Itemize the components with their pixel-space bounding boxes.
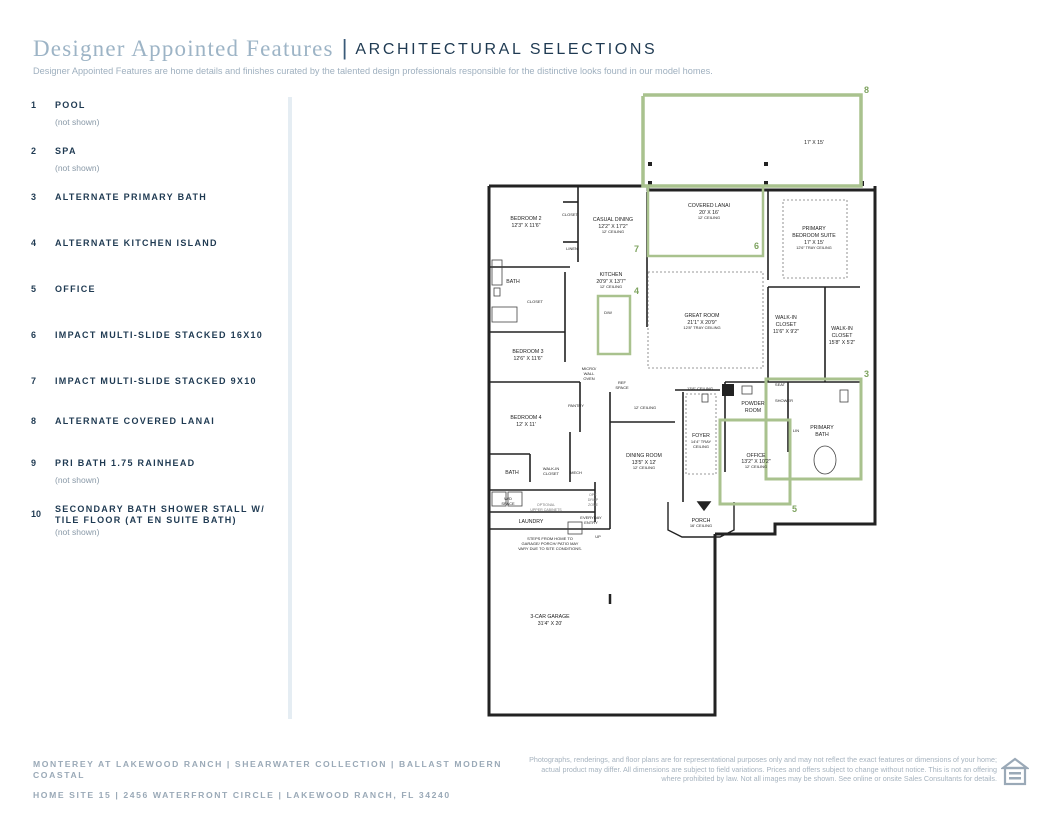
room-ceil-13: 13'8" CEILING — [687, 386, 713, 391]
feature-number: 9 — [31, 458, 37, 468]
feature-label: PRI BATH 1.75 RAINHEAD — [55, 458, 196, 468]
room-opt-upper-b: UPPER CABINETS — [530, 508, 562, 512]
room-powder-b: ROOM — [744, 408, 762, 414]
marker-8: 8 — [864, 85, 870, 95]
room-everyday: EVERYDAY — [580, 515, 602, 520]
steps-note-2: GARAGE/ PORCH/ PATIO MAY — [521, 541, 579, 546]
marker-3: 3 — [864, 369, 870, 379]
room-kitchen: KITCHEN — [599, 272, 623, 278]
feature-number: 7 — [31, 376, 37, 386]
room-powder: POWDER — [741, 401, 765, 407]
marker-6: 6 — [754, 241, 760, 251]
steps-note-3: VARY DUE TO SITE CONDITIONS. — [518, 546, 582, 551]
room-walkin3-b: CLOSET — [542, 471, 560, 476]
footer-community-line: MONTEREY AT LAKEWOOD RANCH | SHEARWATER COLLECTION | BALLAST MODERN COASTAL — [33, 759, 503, 780]
room-opt-drop-b: DROP — [587, 498, 599, 502]
room-primary-suite-2: BEDROOM SUITE — [792, 233, 836, 239]
room-bedroom2: BEDROOM 2 — [510, 216, 542, 222]
feature-note: (not shown) — [55, 117, 100, 127]
room-great-room-dim: 21'1" X 20'9" — [687, 320, 717, 326]
feature-note: (not shown) — [55, 475, 100, 485]
room-walkin2: WALK-IN — [831, 326, 853, 332]
feature-label: POOL — [55, 100, 86, 110]
room-seat: SEAT — [774, 382, 786, 387]
room-dining-ceil: 12' CEILING — [632, 465, 656, 470]
feature-number: 6 — [31, 330, 37, 340]
feature-note: (not shown) — [55, 527, 100, 537]
room-casual-dining-dim: 12'2" X 17'2" — [598, 224, 628, 230]
feature-number: 8 — [31, 416, 37, 426]
room-linen: LINEN — [566, 246, 578, 251]
room-office: OFFICE — [746, 453, 766, 459]
feature-label: IMPACT MULTI-SLIDE STACKED 16X10 — [55, 330, 264, 340]
room-everyday-b: ENTRY — [584, 520, 598, 525]
room-garage: 3-CAR GARAGE — [530, 614, 570, 620]
room-porch: PORCH — [691, 518, 711, 524]
room-micro: MICRO/ — [581, 366, 597, 371]
feature-label: IMPACT MULTI-SLIDE STACKED 9X10 — [55, 376, 257, 386]
room-bedroom4: BEDROOM 4 — [510, 415, 542, 421]
feature-label: SECONDARY BATH SHOWER STALL W/ TILE FLOOR (AT EN SUITE BATH) — [55, 504, 265, 525]
room-casual-dining-ceil: 12' CEILING — [601, 229, 625, 234]
room-dining: DINING ROOM — [626, 453, 662, 459]
room-primary-suite: PRIMARY — [802, 226, 826, 232]
room-ref: REF — [618, 380, 626, 385]
room-up: UP — [595, 534, 601, 539]
room-bedroom4-dim: 12' X 11' — [516, 422, 536, 428]
room-covered-lanai-dim: 20' X 16' — [699, 210, 719, 216]
section-title: ARCHITECTURAL SELECTIONS — [355, 41, 658, 58]
room-dining-dim: 13'5" X 12' — [631, 460, 657, 466]
feature-number: 2 — [31, 146, 37, 156]
room-ref-b: SPACE — [615, 385, 629, 390]
feature-label: SPA — [55, 146, 77, 156]
room-foyer-ceil-b: CEILING — [692, 444, 710, 449]
highlight-covered-lanai — [648, 186, 763, 256]
room-wd-b: SPACE — [501, 501, 515, 506]
room-bedroom3: BEDROOM 3 — [512, 349, 544, 355]
steps-note-1: STEPS FROM HOME TO — [527, 536, 573, 541]
room-foyer-ceil: 14'4" TRAY — [690, 439, 712, 444]
room-micro-c: OVEN — [583, 376, 595, 381]
room-primary-bath-b: BATH — [815, 432, 829, 438]
room-covered-lanai: COVERED LANAI — [687, 203, 731, 209]
room-lin: LIN — [792, 428, 800, 433]
room-walkin2-b: CLOSET — [831, 333, 853, 339]
room-walkin3: WALK-IN — [542, 466, 560, 471]
room-kitchen-dim: 20'9" X 13'7" — [596, 279, 626, 285]
column-divider — [288, 97, 292, 719]
room-labels — [501, 140, 855, 627]
room-opt-upper: OPTIONAL — [536, 503, 556, 507]
feature-number: 3 — [31, 192, 37, 202]
room-casual-dining: CASUAL DINING — [592, 217, 634, 223]
room-porch-ceil: 16' CEILING — [689, 523, 713, 528]
room-closet2: CLOSET — [526, 299, 544, 304]
room-walkin1-dim: 11'6" X 9'2" — [772, 329, 800, 335]
marker-5: 5 — [792, 504, 798, 514]
room-primary-bath: PRIMARY — [810, 425, 834, 431]
room-mech: MECH — [570, 470, 582, 475]
room-micro-b: WALL — [583, 371, 595, 376]
room-walkin1: WALK-IN — [775, 315, 797, 321]
page-subtitle: Designer Appointed Features are home details and finishes curated by the talented design professionals responsible for the distinctive looks found in our model homes. — [33, 66, 713, 76]
room-bath2: BATH — [505, 470, 519, 476]
marker-4: 4 — [634, 286, 640, 296]
feature-number: 4 — [31, 238, 37, 248]
original-lanai-posts — [648, 162, 864, 396]
equal-housing-opportunity-logo — [1001, 757, 1029, 787]
room-dw: D/W — [604, 310, 612, 315]
feature-label: ALTERNATE KITCHEN ISLAND — [55, 238, 218, 248]
feature-markers — [631, 85, 870, 514]
room-bedroom3-dim: 12'6" X 11'6" — [513, 356, 543, 362]
feature-label: ALTERNATE COVERED LANAI — [55, 416, 216, 426]
room-laundry: LAUNDRY — [518, 519, 544, 525]
room-office-dim: 13'2" X 10'2" — [741, 459, 771, 465]
room-great-room-ceil: 12'8" TRAY CEILING — [683, 325, 721, 330]
highlight-alternate-lanai — [643, 95, 861, 186]
lanai-alt-dim: 17' X 15' — [804, 140, 824, 146]
room-kitchen-ceil: 12' CEILING — [599, 284, 623, 289]
room-garage-dim: 31'4" X 20' — [537, 621, 563, 627]
title-separator: | — [341, 35, 348, 60]
marker-7: 7 — [634, 244, 640, 254]
footer-disclaimer: Photographs, renderings, and floor plans are for representational purposes only and may not reflect the exact features or dimensions of your home; actual product may differ. All dimensions are subject to field variations. Prices and offers subject to change without notice. This is not an offering where prohibited by law. Not all images may be shown. See online or onsite Sales Consultants for details. — [529, 755, 997, 784]
room-walkin1-b: CLOSET — [775, 322, 797, 328]
floor-plan — [470, 82, 890, 727]
page-title: Designer Appointed Features — [33, 36, 334, 61]
room-foyer: FOYER — [692, 433, 710, 439]
room-wd: W/D — [504, 496, 512, 501]
room-shower: SHOWER — [775, 398, 793, 403]
feature-number: 1 — [31, 100, 37, 110]
room-covered-lanai-ceil: 12' CEILING — [697, 215, 721, 220]
room-ceil-12: 12' CEILING — [633, 405, 657, 410]
feature-highlights — [598, 95, 861, 504]
room-pantry: PANTRY — [568, 403, 584, 408]
page-header — [33, 36, 657, 62]
footer-address-line: HOME SITE 15 | 2456 WATERFRONT CIRCLE | LAKEWOOD RANCH, FL 34240 — [33, 790, 451, 800]
feature-label: ALTERNATE PRIMARY BATH — [55, 192, 208, 202]
highlight-kitchen-island — [598, 296, 630, 354]
room-opt-drop-c: ZONE — [588, 503, 598, 507]
room-bedroom2-dim: 12'3" X 11'6" — [511, 223, 541, 229]
room-great-room: GREAT ROOM — [684, 313, 720, 319]
room-closet: CLOSET — [561, 212, 579, 217]
room-office-ceil: 12' CEILING — [744, 464, 768, 469]
feature-number: 10 — [31, 509, 42, 519]
feature-label: OFFICE — [55, 284, 96, 294]
fixtures — [492, 260, 848, 534]
feature-number: 5 — [31, 284, 37, 294]
room-opt-drop: OPT. — [589, 493, 597, 497]
room-primary-suite-ceil: 12'6" TRAY CEILING — [796, 246, 832, 250]
feature-note: (not shown) — [55, 163, 100, 173]
room-walkin2-dim: 15'8" X 5'2" — [828, 340, 856, 346]
room-bath: BATH — [506, 279, 520, 285]
footer-community — [33, 759, 533, 801]
room-primary-suite-dim: 17' X 15' — [804, 240, 824, 246]
